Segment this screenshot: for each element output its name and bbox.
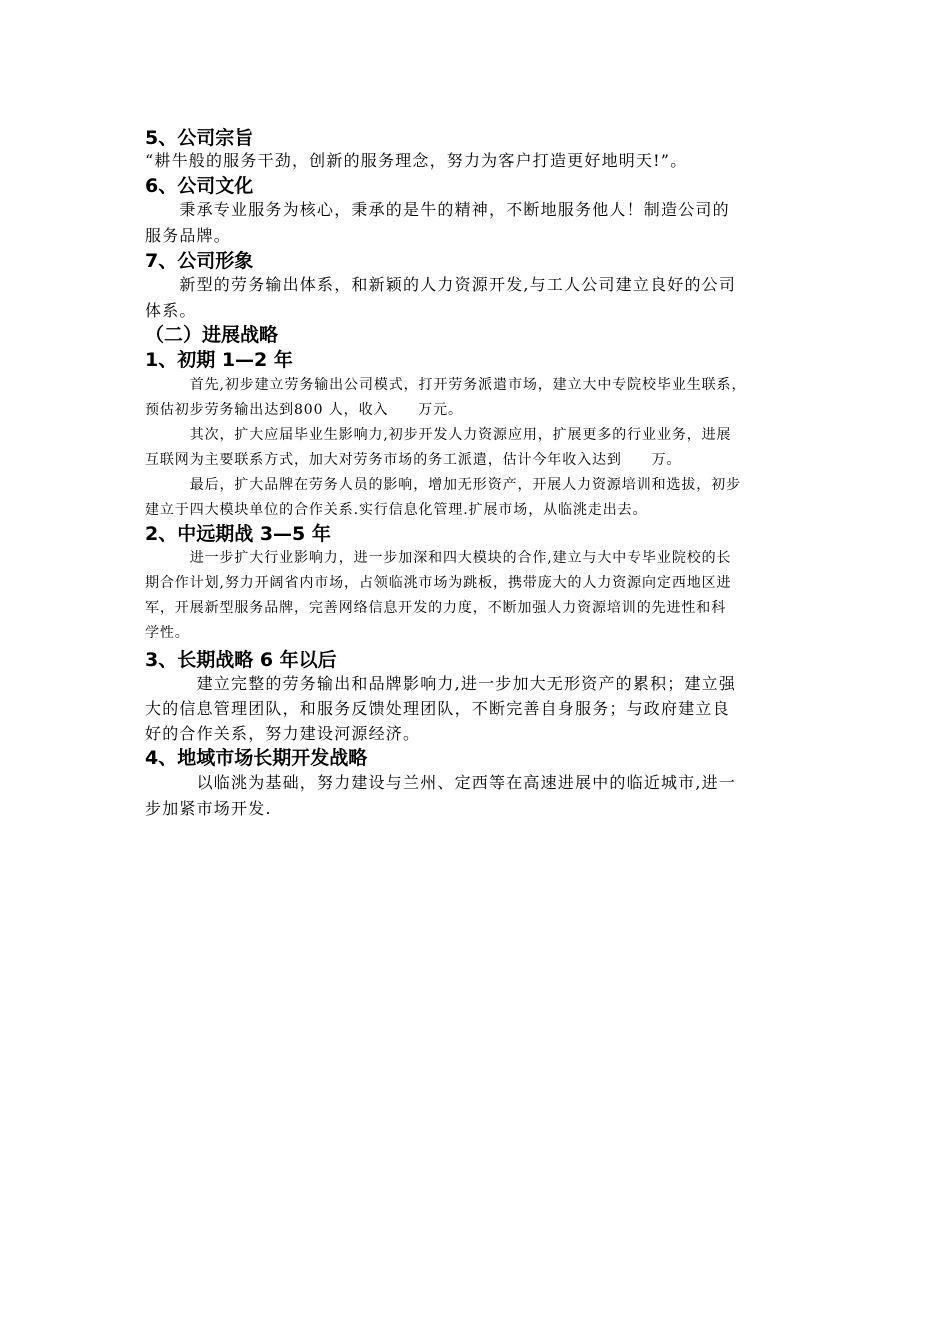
section-7-heading: 7、公司形象: [145, 250, 254, 272]
phase-2-line-1: 进一步扩大行业影响力，进一步加深和四大模块的合作,建立与大中专毕业院校的长: [145, 550, 732, 566]
phase-2-line-2: 期合作计划,努力开阔省内市场，占领临洮市场为跳板，携带庞大的人力资源向定西地区进: [145, 575, 732, 591]
phase-1-line-2: 预估初步劳务输出达到800 人，收入 万元。: [145, 402, 463, 418]
section-6-line-2: 服务品牌。: [145, 226, 232, 245]
phase-3-line-2: 大的信息管理团队，和服务反馈处理团队，不断完善自身服务；与政府建立良: [145, 699, 730, 718]
section-6-line-1: 秉承专业服务为核心，秉承的是牛的精神，不断地服务他人！制造公司的: [145, 200, 730, 219]
phase-1-heading: 1、初期 1—2 年: [145, 349, 293, 371]
section-5-line-1: “耕牛般的服务干劲，创新的服务理念，努力为客户打造更好地明天!”。: [145, 151, 688, 170]
section-6-heading: 6、公司文化: [145, 175, 254, 197]
section-7-line-2: 体系。: [145, 301, 197, 320]
phase-3-line-3: 好的合作关系，努力建设河源经济。: [145, 724, 421, 743]
phase-2-heading: 2、中远期战 3—5 年: [145, 523, 331, 545]
phase-1-line-4: 互联网为主要联系方式，加大对劳务市场的务工派遣，估计今年收入达到 万。: [145, 452, 682, 468]
phase-2-line-3: 军，开展新型服务品牌，完善网络信息开发的力度，不断加强人力资源培训的先进性和科: [145, 600, 727, 616]
phase-4-line-2: 步加紧市场开发.: [145, 799, 272, 818]
phase-2-line-4: 学性。: [145, 625, 190, 641]
phase-4-line-1: 以临洮为基础，努力建设与兰州、定西等在高速进展中的临近城市,进一: [145, 773, 737, 792]
section-5-heading: 5、公司宗旨: [145, 127, 254, 149]
phase-3-line-1: 建立完整的劳务输出和品牌影响力,进一步加大无形资产的累积；建立强: [145, 674, 737, 693]
phase-1-line-5: 最后，扩大品牌在劳务人员的影响，增加无形资产，开展人力资源培训和选拔，初步: [145, 477, 741, 493]
phase-4-heading: 4、地域市场长期开发战略: [145, 747, 368, 769]
phase-1-line-3: 其次，扩大应届毕业生影响力,初步开发人力资源应用，扩展更多的行业业务，进展: [145, 427, 732, 443]
section-7-line-1: 新型的劳务输出体系，和新颖的人力资源开发,与工人公司建立良好的公司: [145, 275, 737, 294]
phase-3-heading: 3、长期战略 6 年以后: [145, 649, 337, 671]
part-2-heading: （二）进展战略: [145, 324, 279, 346]
phase-1-line-1: 首先,初步建立劳务输出公司模式，打开劳务派遣市场，建立大中专院校毕业生联系，: [145, 377, 747, 393]
phase-1-line-6: 建立于四大模块单位的合作关系.实行信息化管理.扩展市场，从临洮走出去。: [145, 502, 648, 518]
